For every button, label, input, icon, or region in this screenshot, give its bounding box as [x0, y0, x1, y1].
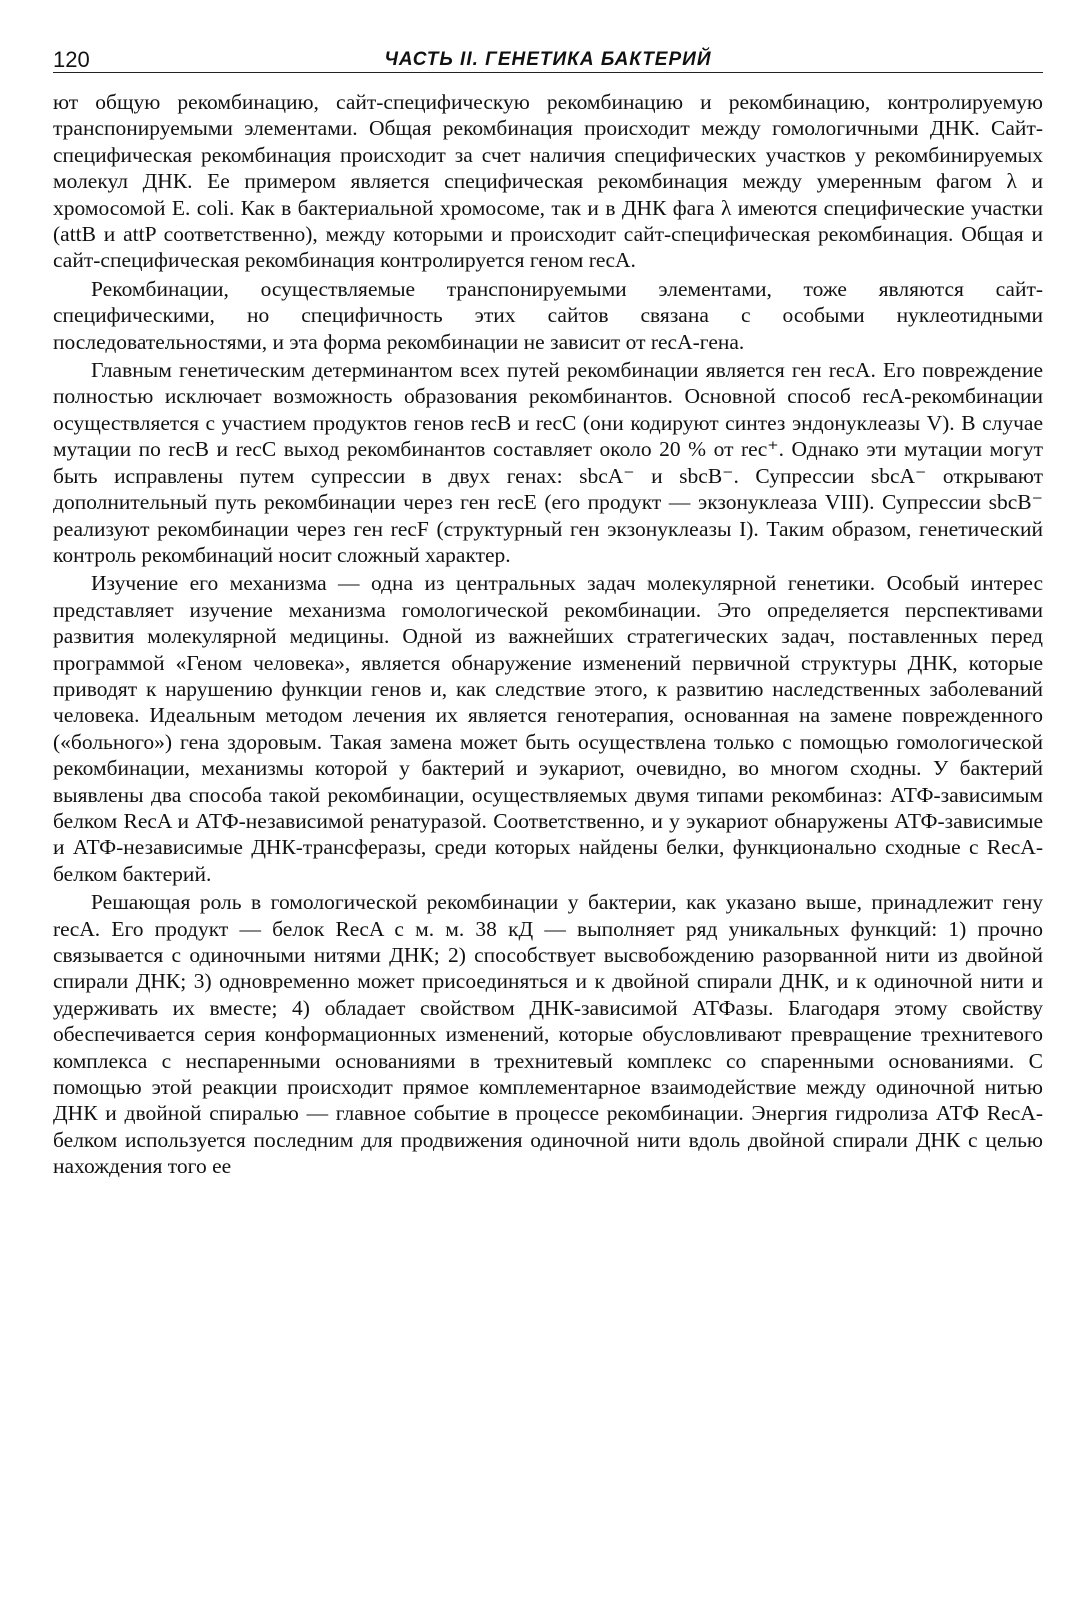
- paragraph-5: Решающая роль в гомологической рекомбинации у бактерии, как указано выше, принадлежит гену recA. Его продукт — белок RecA с м. м. 38 кД — выполняет ряд уникальных функций: 1) прочно связывается с одиночными нитями ДНК; 2) способствует высвобождению разорванной нити из двойной спирали ДНК; 3) одновременно может присоединяться и к двойной спирали ДНК, и к одиночной нити и удерживать их вместе; 4) обладает свойством ДНК-зависимой АТФазы. Благодаря этому свойству обеспечивается серия конформационных изменений, которые обусловливают превращение трехнитевого комплекса с неспаренными основаниями в трехнитевый комплекс со спаренными основаниями. С помощью этой реакции происходит прямое комплементарное взаимодействие между одиночной нитью ДНК и двойной спиралью — главное событие в процессе рекомбинации. Энергия гидролиза АТФ RecA-белком используется последним для продвижения одиночной нити вдоль двойной спирали ДНК с целью нахождения того ее: [53, 890, 1043, 1179]
- paragraph-2: Рекомбинации, осуществляемые транспонируемыми элементами, тоже являются сайт-специфическими, но специфичность этих сайтов связана с особыми нуклеотидными последовательностями, и эта форма рекомбинации не зависит от recA-гена.: [53, 276, 1043, 354]
- paragraph-1: ют общую рекомбинацию, сайт-специфическую рекомбинацию и рекомбинацию, контролируемую транспонируемыми элементами. Общая рекомбинация происходит между гомологичными ДНК. Сайт-специфическая рекомбинация происходит за счет наличия специфических участков у рекомбинируемых молекул ДНК. Ее примером является специфическая рекомбинация между умеренным фагом λ и хромосомой E. coli. Как в бактериальной хромосоме, так и в ДНК фага λ имеются специфические участки (attB и attP соответственно), между которыми и происходит сайт-специфическая рекомбинация. Общая и сайт-специфическая рекомбинация контролируется геном recA.: [53, 90, 1043, 273]
- book-page: [53, 28, 1043, 1180]
- body-text: [53, 89, 1043, 1180]
- paragraph-3: Главным генетическим детерминантом всех путей рекомбинации является ген recA. Его повреждение полностью исключает возможность образования рекомбинантов. Основной способ recA-рекомбинации осуществляется с участием продуктов генов recB и recC (они кодируют синтез эндонуклеазы V). В случае мутации по recB и recC выход рекомбинантов составляет около 20 % от rec⁺. Однако эти мутации могут быть исправлены путем супрессии в двух генах: sbcA⁻ и sbcB⁻. Супрессии sbcA⁻ открывают дополнительный путь рекомбинации через ген recE (его продукт — экзонуклеаза VIII). Супрессии sbcB⁻ реализуют рекомбинации через ген recF (структурный ген экзонуклеазы I). Таким образом, генетический контроль рекомбинаций носит сложный характер.: [53, 358, 1043, 567]
- running-header: [53, 28, 1043, 73]
- paragraph-4: Изучение его механизма — одна из центральных задач молекулярной генетики. Особый интерес представляет изучение механизма гомологической рекомбинации. Это определяется перспективами развития молекулярной медицины. Одной из важнейших стратегических задач, поставленных перед программой «Геном человека», является обнаружение изменений первичной структуры ДНК, которые приводят к нарушению функции генов и, как следствие этого, к развитию наследственных заболеваний человека. Идеальным методом лечения их является генотерапия, основанная на замене поврежденного («больного») гена здоровым. Такая замена может быть осуществлена только с помощью гомологической рекомбинации, механизмы которой у бактерий и эукариот, очевидно, во многом сходны. У бактерий выявлены два способа такой рекомбинации, осуществляемых двумя типами рекомбиназ: АТФ-зависимым белком RecA и АТФ-независимой ренатуразой. Соответственно, и у эукариот обнаружены АТФ-зависимые и АТФ-независимые ДНК-трансферазы, среди которых найдены белки, функционально сходные с RecA-белком бактерий.: [53, 571, 1043, 886]
- page-number: 120: [53, 47, 90, 72]
- running-title: ЧАСТЬ II. ГЕНЕТИКА БАКТЕРИЙ: [384, 49, 712, 70]
